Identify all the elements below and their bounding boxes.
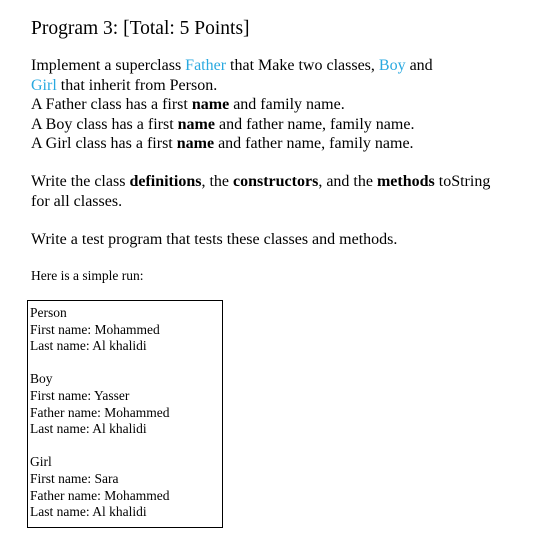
intro-text: that Make two classes, [226, 57, 379, 74]
bold-keyword: name [177, 115, 215, 133]
output-line: First name: Yasser [30, 387, 130, 403]
task-text: Write the class [31, 173, 130, 190]
description-text: and father name, family name. [214, 115, 415, 133]
intro-text: that inherit from Person. [56, 76, 218, 94]
task-paragraph [31, 172, 490, 211]
intro-line-2 [31, 76, 433, 96]
bold-keyword: constructors [233, 173, 319, 190]
task-text: , and the [318, 173, 377, 190]
output-line: Girl [30, 454, 52, 470]
girl-class-name: Girl [31, 76, 57, 94]
task-line-2: for all classes. [31, 192, 123, 210]
output-line: Father name: Mohammed [30, 487, 170, 503]
sample-output-box [27, 300, 223, 528]
bold-keyword: methods [376, 173, 435, 190]
bold-keyword: name [191, 96, 230, 113]
sample-run-label: Here is a simple run: [31, 268, 144, 283]
task-line-1 [31, 172, 490, 192]
output-line: Last name: Al khalidi [30, 504, 147, 520]
intro-line-1 [31, 56, 433, 76]
description-text: A Girl class has a first [31, 135, 177, 152]
boy-output-block [30, 371, 222, 437]
output-line: Last name: Al khalidi [30, 421, 147, 437]
father-description [31, 95, 433, 115]
test-instruction: Write a test program that tests these classes and methods. [31, 231, 398, 248]
description-text: and family name. [229, 96, 345, 113]
task-text: , the [201, 173, 233, 190]
description-text: A Father class has a first [31, 96, 192, 113]
intro-text: and [405, 57, 433, 74]
output-line: Person [30, 305, 67, 320]
father-class-name: Father [185, 57, 227, 74]
boy-description [31, 115, 433, 135]
bold-keyword: name [176, 135, 215, 152]
output-line: Last name: Al khalidi [30, 338, 147, 354]
description-text: A Boy class has a first [31, 115, 178, 133]
boy-class-name: Boy [378, 57, 406, 74]
description-text: and father name, family name. [214, 135, 414, 152]
output-line: First name: Mohammed [30, 321, 160, 337]
program-title: Program 3: [Total: 5 Points] [31, 18, 250, 39]
intro-text: Implement a superclass [31, 57, 186, 74]
bold-keyword: definitions [129, 173, 202, 190]
person-output-block [30, 305, 222, 355]
task-text: toString [434, 173, 491, 190]
girl-output-block [30, 454, 222, 520]
girl-description [31, 134, 433, 154]
output-line: First name: Sara [30, 470, 119, 486]
output-line: Father name: Mohammed [30, 404, 170, 420]
intro-paragraph [31, 56, 433, 154]
output-line: Boy [30, 371, 53, 387]
